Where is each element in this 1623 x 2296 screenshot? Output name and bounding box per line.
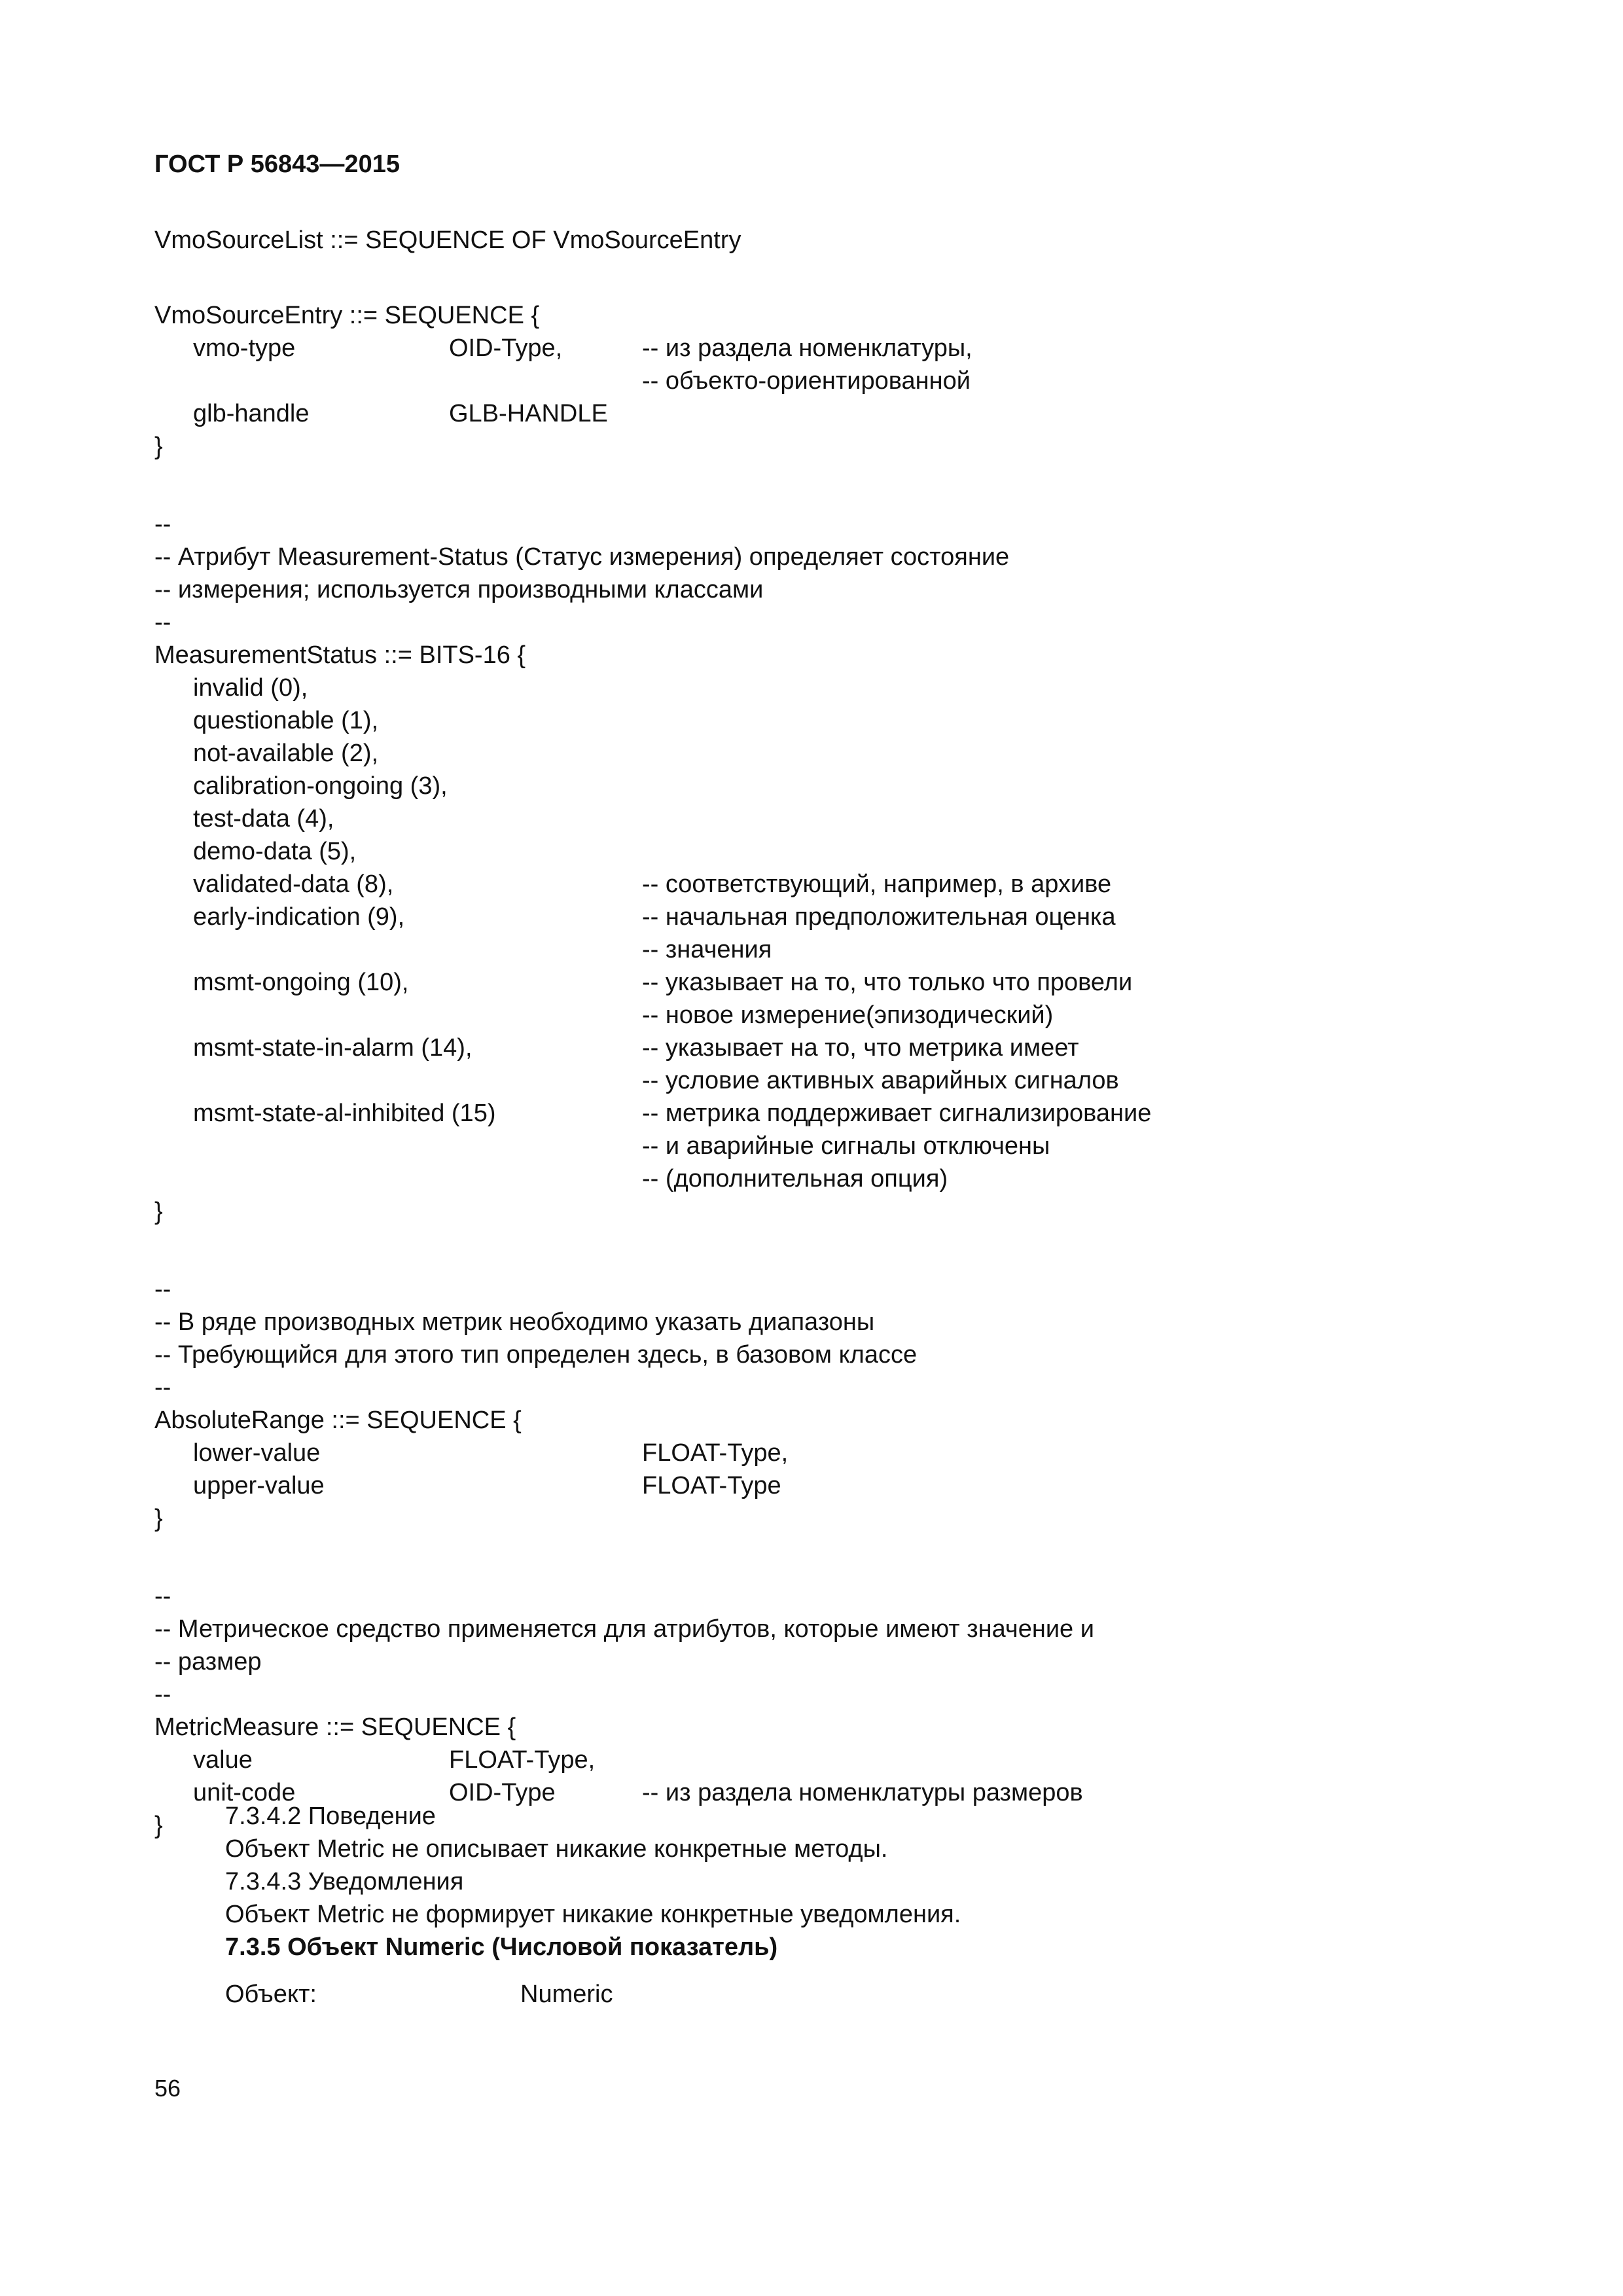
comment-line: -- Метрическое средство применяется для атрибутов, которые имеют значение и xyxy=(154,1615,1094,1643)
code-line: } xyxy=(154,1505,163,1532)
code-line: AbsoluteRange ::= SEQUENCE { xyxy=(154,1407,522,1434)
comment-line: -- xyxy=(154,1276,171,1303)
object-definition-row xyxy=(225,1978,961,2011)
code-line: invalid (0), xyxy=(193,674,308,702)
code-line: calibration-ongoing (3), xyxy=(193,772,448,800)
code-line: msmt-state-al-inhibited (15) -- метрика поддерживает сигнализирование xyxy=(193,1100,1152,1127)
comment-line: -- xyxy=(154,609,171,636)
comment-line: -- измерения; используется производными классами xyxy=(154,576,764,603)
code-line: -- (дополнительная опция) xyxy=(642,1165,948,1193)
code-line: not-available (2), xyxy=(193,740,379,767)
code-line: } xyxy=(154,1812,163,1839)
code-line: } xyxy=(154,1198,163,1225)
code-line: demo-data (5), xyxy=(193,838,357,865)
section-7-3-5-title: 7.3.5 Объект Numeric (Числовой показатель) xyxy=(225,1933,778,1961)
code-line: } xyxy=(154,433,163,460)
asn1-code-listing xyxy=(154,224,1463,1842)
comment-line: -- размер xyxy=(154,1648,262,1676)
code-line: -- условие активных аварийных сигналов xyxy=(642,1067,1119,1094)
standard-header: ГОСТ Р 56843—2015 xyxy=(154,151,400,178)
page-number: 56 xyxy=(154,2075,181,2102)
code-line: VmoSourceEntry ::= SEQUENCE { xyxy=(154,302,540,329)
code-line: test-data (4), xyxy=(193,805,334,833)
code-line: vmo-type OID-Type, -- из раздела номенклатуры, xyxy=(193,334,972,362)
section-7-3-4-3-text: Объект Metric не формирует никакие конкретные уведомления. xyxy=(225,1901,961,1928)
code-line: VmoSourceList ::= SEQUENCE OF VmoSourceEntry xyxy=(154,226,741,254)
section-7-3-4-3-title: 7.3.4.3 Уведомления xyxy=(225,1868,464,1895)
object-label: Объект: xyxy=(225,1981,317,2008)
code-line: MetricMeasure ::= SEQUENCE { xyxy=(154,1713,516,1741)
code-line: -- объекто-ориентированной xyxy=(642,367,971,395)
code-line: -- и аварийные сигналы отключены xyxy=(642,1132,1050,1160)
code-line: questionable (1), xyxy=(193,707,379,734)
comment-line: -- Атрибут Measurement-Status (Статус измерения) определяет состояние xyxy=(154,543,1010,571)
code-line: -- значения xyxy=(642,936,772,963)
code-line: msmt-ongoing (10), -- указывает на то, что только что провели xyxy=(193,969,1133,996)
code-line: validated-data (8), -- соответствующий, например, в архиве xyxy=(193,870,1112,898)
code-line: lower-value FLOAT-Type, xyxy=(193,1439,789,1467)
code-line: MeasurementStatus ::= BITS-16 { xyxy=(154,641,526,669)
code-line: upper-value FLOAT-Type xyxy=(193,1472,781,1499)
comment-line: -- xyxy=(154,1681,171,1708)
code-line: -- новое измерение(эпизодический) xyxy=(642,1001,1054,1029)
section-7-3-4-2-text: Объект Metric не описывает никакие конкретные методы. xyxy=(225,1835,888,1863)
code-line: early-indication (9), -- начальная предположительная оценка xyxy=(193,903,1116,931)
code-line: msmt-state-in-alarm (14), -- указывает на то, что метрика имеет xyxy=(193,1034,1079,1062)
section-text xyxy=(225,1800,961,2011)
comment-line: -- xyxy=(154,1374,171,1401)
code-line: unit-code OID-Type -- из раздела номенклатуры размеров xyxy=(193,1779,1083,1806)
section-7-3-4-2-title: 7.3.4.2 Поведение xyxy=(225,1803,436,1830)
comment-line: -- xyxy=(154,511,171,538)
code-line: value FLOAT-Type, xyxy=(193,1746,596,1774)
comment-line: -- Требующийся для этого тип определен здесь, в базовом классе xyxy=(154,1341,918,1369)
comment-line: -- xyxy=(154,1583,171,1610)
comment-line: -- В ряде производных метрик необходимо указать диапазоны xyxy=(154,1308,875,1336)
object-value: Numeric xyxy=(520,1981,613,2008)
code-line: glb-handle GLB-HANDLE xyxy=(193,400,608,427)
